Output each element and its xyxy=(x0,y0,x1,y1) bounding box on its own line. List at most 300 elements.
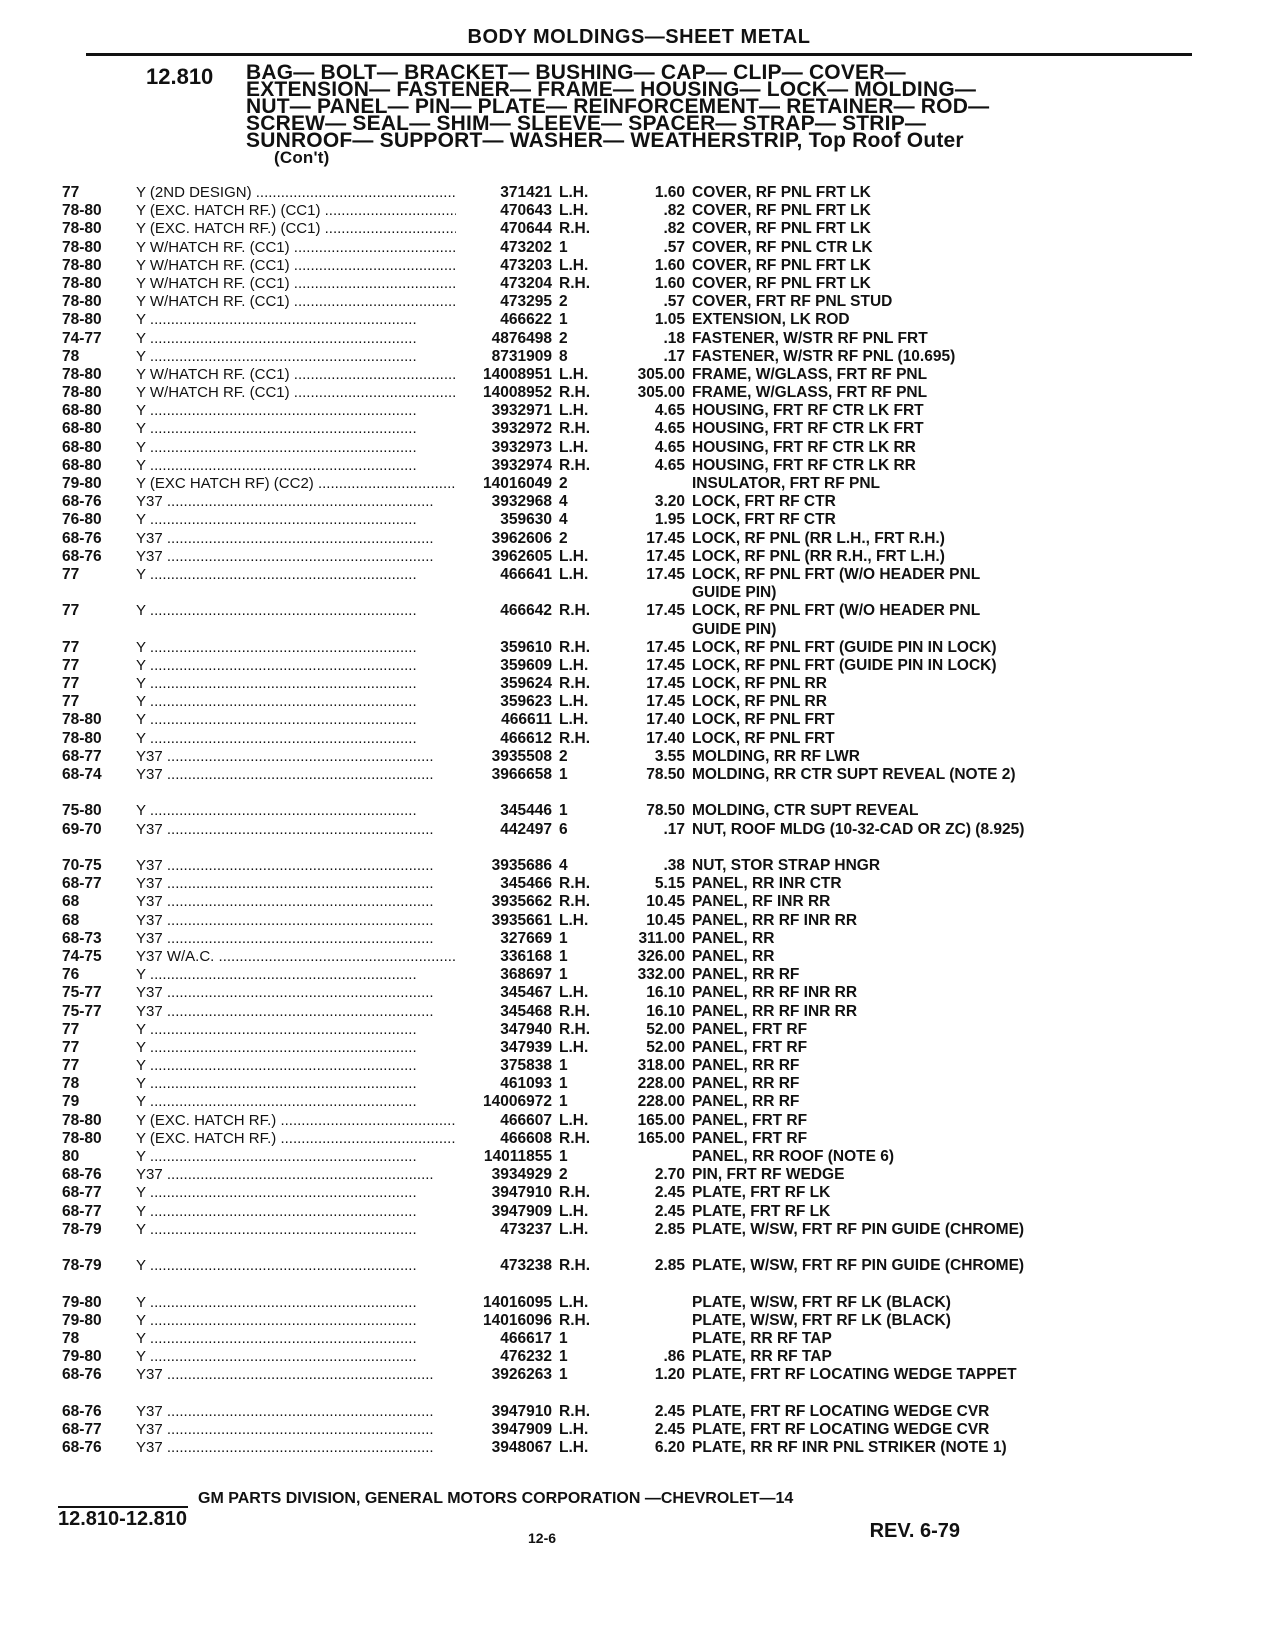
table-row xyxy=(62,766,1042,802)
row-price: 17.45 xyxy=(646,547,685,565)
table-row xyxy=(62,402,1042,420)
table-row xyxy=(62,821,1042,857)
row-quantity: L.H. xyxy=(559,656,589,674)
row-quantity: 1 xyxy=(559,966,568,984)
row-description: HOUSING, FRT RF CTR LK RR xyxy=(692,456,916,474)
row-quantity: R.H. xyxy=(559,420,590,438)
row-price: .57 xyxy=(663,238,685,256)
table-row xyxy=(62,1021,1042,1039)
row-quantity: L.H. xyxy=(559,1420,589,1438)
row-part-number: 327669 xyxy=(500,929,552,947)
table-row xyxy=(62,239,1042,257)
row-model: Y ..... xyxy=(136,420,456,438)
row-price: 17.45 xyxy=(646,602,685,620)
row-year: 77 xyxy=(62,565,80,583)
row-price: .18 xyxy=(663,329,685,347)
row-price: 17.40 xyxy=(646,729,685,747)
row-quantity: 8 xyxy=(559,347,568,365)
table-row xyxy=(62,1439,1042,1457)
table-row xyxy=(62,311,1042,329)
row-part-number: 461093 xyxy=(500,1075,552,1093)
row-year: 78-80 xyxy=(62,711,102,729)
row-model: Y ..... xyxy=(136,1021,456,1039)
row-year: 77 xyxy=(62,1038,80,1056)
row-price: 1.60 xyxy=(654,274,685,292)
row-description: LOCK, RF PNL (RR L.H., FRT R.H.) xyxy=(692,529,945,547)
row-price: 17.40 xyxy=(646,711,685,729)
row-quantity: 2 xyxy=(559,293,568,311)
row-part-number: 466622 xyxy=(500,311,552,329)
table-row xyxy=(62,1166,1042,1184)
section-title-line: EXTENSION— FASTENER— FRAME— HOUSING— LOCK— MOLDING— xyxy=(246,78,977,101)
row-quantity: 2 xyxy=(559,475,568,492)
row-description: FRAME, W/GLASS, FRT RF PNL xyxy=(692,365,928,383)
row-price: 318.00 xyxy=(637,1057,685,1075)
row-year: 75-80 xyxy=(62,802,102,820)
row-part-number: 3932971 xyxy=(491,402,552,420)
row-description: PLATE, FRT RF LOCATING WEDGE CVR xyxy=(692,1420,990,1438)
row-quantity: R.H. xyxy=(559,220,590,238)
row-part-number: 473202 xyxy=(500,238,552,256)
row-year: 68 xyxy=(62,911,80,929)
table-row xyxy=(62,1075,1042,1093)
row-year: 74-75 xyxy=(62,947,102,965)
row-model: Y37 ..... xyxy=(136,530,456,548)
row-price: 16.10 xyxy=(646,1002,685,1020)
row-description: PLATE, W/SW, FRT RF LK (BLACK) xyxy=(692,1293,951,1311)
row-description: PLATE, W/SW, FRT RF PIN GUIDE (CHROME) xyxy=(692,1257,1025,1275)
row-price: 5.15 xyxy=(654,875,685,893)
table-row xyxy=(62,511,1042,529)
row-quantity: L.H. xyxy=(559,565,589,583)
row-part-number: 336168 xyxy=(500,947,552,965)
row-part-number: 470643 xyxy=(500,202,552,220)
row-model: Y W/HATCH RF. (CC1) ..... xyxy=(136,384,456,402)
table-row xyxy=(62,548,1042,566)
row-model: Y ..... xyxy=(136,1221,456,1239)
row-description: LOCK, RF PNL RR xyxy=(692,675,827,693)
row-part-number: 3935508 xyxy=(491,747,552,765)
row-quantity: 1 xyxy=(559,947,568,965)
row-model: Y ..... xyxy=(136,657,456,675)
row-description: LOCK, RF PNL FRT (W/O HEADER PNL GUIDE PIN) xyxy=(692,602,980,638)
row-description: PIN, FRT RF WEDGE xyxy=(692,1166,845,1184)
row-year: 78-79 xyxy=(62,1220,102,1238)
table-row xyxy=(62,1348,1042,1366)
row-description: PLATE, FRT RF LOCATING WEDGE CVR xyxy=(692,1402,990,1420)
row-price: 311.00 xyxy=(638,929,685,947)
row-quantity: 1 xyxy=(559,1148,568,1165)
row-part-number: 347940 xyxy=(500,1020,552,1038)
row-price: 305.00 xyxy=(637,365,685,383)
table-row xyxy=(62,348,1042,366)
row-part-number: 473295 xyxy=(500,293,552,311)
row-price: .82 xyxy=(663,202,685,220)
row-year: 68-76 xyxy=(62,1366,102,1384)
row-price: 2.85 xyxy=(654,1220,685,1238)
row-description: PANEL, RF INR RR xyxy=(692,893,831,911)
row-price: 1.20 xyxy=(654,1366,685,1384)
row-year: 78-80 xyxy=(62,1111,102,1129)
row-description: PANEL, RR RF xyxy=(692,1093,800,1111)
table-row xyxy=(62,566,1042,602)
row-year: 69-70 xyxy=(62,820,102,838)
row-year: 68-80 xyxy=(62,438,102,456)
row-part-number: 3935686 xyxy=(491,857,552,874)
row-model: Y37 ..... xyxy=(136,1366,456,1384)
table-row xyxy=(62,912,1042,930)
row-quantity: 1 xyxy=(559,1057,568,1075)
row-price: 305.00 xyxy=(637,384,685,402)
row-price: .17 xyxy=(663,347,685,365)
row-description: COVER, RF PNL FRT LK xyxy=(692,256,871,274)
row-model: Y ..... xyxy=(136,1312,456,1330)
row-price: .17 xyxy=(663,820,685,838)
table-row xyxy=(62,984,1042,1002)
section-title-line: BAG— BOLT— BRACKET— BUSHING— CAP— CLIP— COVER— xyxy=(246,61,906,84)
row-description: HOUSING, FRT RF CTR LK RR xyxy=(692,438,916,456)
row-quantity: R.H. xyxy=(559,729,590,747)
row-quantity: 6 xyxy=(559,820,568,838)
footer-revision: REV. 6-79 xyxy=(869,1520,960,1542)
row-year: 68-76 xyxy=(62,529,102,547)
row-quantity: R.H. xyxy=(559,675,590,693)
row-year: 68-77 xyxy=(62,1184,102,1202)
row-description: FASTENER, W/STR RF PNL (10.695) xyxy=(692,347,956,365)
row-price: 6.20 xyxy=(654,1439,685,1457)
table-row xyxy=(62,857,1042,875)
table-row xyxy=(62,1148,1042,1166)
row-price: 17.45 xyxy=(646,656,685,674)
row-year: 78-80 xyxy=(62,384,102,402)
row-model: Y W/HATCH RF. (CC1) ..... xyxy=(136,257,456,275)
row-model: Y (EXC HATCH RF) (CC2) ..... xyxy=(136,475,456,493)
row-part-number: 8731909 xyxy=(491,347,552,365)
row-quantity: 1 xyxy=(559,238,568,256)
row-description: PLATE, RR RF TAP xyxy=(692,1329,832,1347)
row-price: .38 xyxy=(663,857,685,874)
row-model: Y W/HATCH RF. (CC1) ..... xyxy=(136,366,456,384)
row-part-number: 345466 xyxy=(500,875,552,893)
row-part-number: 476232 xyxy=(500,1348,552,1366)
row-quantity: 1 xyxy=(559,1093,568,1111)
row-year: 78-79 xyxy=(62,1257,102,1275)
row-model: Y37 ..... xyxy=(136,875,456,893)
section-title xyxy=(246,61,1146,167)
row-model: Y W/HATCH RF. (CC1) ..... xyxy=(136,275,456,293)
row-model: Y ..... xyxy=(136,457,456,475)
row-quantity: 1 xyxy=(559,929,568,947)
table-row xyxy=(62,530,1042,548)
row-year: 78-80 xyxy=(62,365,102,383)
row-price: 1.60 xyxy=(654,256,685,274)
row-year: 78 xyxy=(62,1075,80,1093)
row-description: PLATE, W/SW, FRT RF LK (BLACK) xyxy=(692,1311,951,1329)
row-model: Y (EXC. HATCH RF.) ..... xyxy=(136,1112,456,1130)
row-quantity: 1 xyxy=(559,802,568,820)
table-row xyxy=(62,220,1042,238)
row-model: Y37 ..... xyxy=(136,1421,456,1439)
row-quantity: R.H. xyxy=(559,1129,590,1147)
row-description: PANEL, RR xyxy=(692,947,775,965)
row-part-number: 14011855 xyxy=(483,1148,552,1165)
row-price: 326.00 xyxy=(637,947,685,965)
row-part-number: 3935661 xyxy=(491,911,552,929)
row-description: PANEL, FRT RF xyxy=(692,1129,808,1147)
table-row xyxy=(62,1421,1042,1439)
row-quantity: L.H. xyxy=(559,1202,589,1220)
row-description: PLATE, FRT RF LK xyxy=(692,1184,831,1202)
row-model: Y ..... xyxy=(136,1075,456,1093)
row-part-number: 347939 xyxy=(500,1038,552,1056)
row-quantity: 4 xyxy=(559,511,568,529)
row-model: Y ..... xyxy=(136,1348,456,1366)
table-row xyxy=(62,457,1042,475)
row-price: 3.55 xyxy=(654,747,685,765)
row-price: 17.45 xyxy=(646,529,685,547)
row-model: Y ..... xyxy=(136,639,456,657)
table-row xyxy=(62,675,1042,693)
row-year: 78 xyxy=(62,1329,80,1347)
row-model: Y ..... xyxy=(136,402,456,420)
row-model: Y ..... xyxy=(136,1039,456,1057)
row-quantity: L.H. xyxy=(559,1111,589,1129)
row-part-number: 359623 xyxy=(500,693,552,711)
row-part-number: 473237 xyxy=(500,1220,552,1238)
table-row xyxy=(62,693,1042,711)
row-price: 2.45 xyxy=(654,1202,685,1220)
row-quantity: R.H. xyxy=(559,384,590,402)
row-part-number: 466642 xyxy=(500,602,552,620)
row-part-number: 470644 xyxy=(500,220,552,238)
row-description: PANEL, RR RF xyxy=(692,966,800,984)
row-description: MOLDING, RR RF LWR xyxy=(692,747,860,765)
row-description: PANEL, RR RF INR RR xyxy=(692,1002,858,1020)
row-part-number: 3926263 xyxy=(491,1366,552,1384)
row-model: Y (EXC. HATCH RF.) (CC1) ..... xyxy=(136,220,456,238)
row-model: Y37 W/A.C. ..... xyxy=(136,948,456,966)
row-part-number: 3947909 xyxy=(491,1420,552,1438)
row-year: 75-77 xyxy=(62,984,102,1002)
row-description: PANEL, RR INR CTR xyxy=(692,875,842,893)
row-price: .57 xyxy=(663,293,685,311)
row-part-number: 466617 xyxy=(500,1329,552,1347)
row-description: COVER, FRT RF PNL STUD xyxy=(692,293,893,311)
row-model: Y ..... xyxy=(136,711,456,729)
row-description: EXTENSION, LK ROD xyxy=(692,311,850,329)
row-quantity: R.H. xyxy=(559,274,590,292)
row-part-number: 466641 xyxy=(500,565,552,583)
row-part-number: 3962605 xyxy=(491,547,552,565)
header-rule xyxy=(86,53,1192,56)
table-row xyxy=(62,1257,1042,1293)
row-year: 77 xyxy=(62,602,80,620)
row-quantity: R.H. xyxy=(559,456,590,474)
row-description: PANEL, RR RF INR RR xyxy=(692,984,858,1002)
row-price: 2.45 xyxy=(654,1402,685,1420)
table-row xyxy=(62,439,1042,457)
row-quantity: R.H. xyxy=(559,893,590,911)
row-price: 10.45 xyxy=(646,911,685,929)
table-row xyxy=(62,930,1042,948)
row-price: 228.00 xyxy=(637,1075,685,1093)
row-part-number: 3966658 xyxy=(491,766,552,784)
row-quantity: L.H. xyxy=(559,438,589,456)
row-part-number: 359624 xyxy=(500,675,552,693)
table-row xyxy=(62,184,1042,202)
row-year: 78-80 xyxy=(62,202,102,220)
row-year: 68-77 xyxy=(62,747,102,765)
row-year: 68-77 xyxy=(62,1202,102,1220)
row-description: PANEL, RR RF INR RR xyxy=(692,911,858,929)
section-continued: (Con't) xyxy=(274,148,330,167)
row-year: 68-76 xyxy=(62,1166,102,1184)
section-number: 12.810 xyxy=(146,64,214,89)
row-description: INSULATOR, FRT RF PNL xyxy=(692,475,880,492)
row-year: 76 xyxy=(62,966,80,984)
row-description: PLATE, RR RF INR PNL STRIKER (NOTE 1) xyxy=(692,1439,1007,1457)
row-part-number: 466608 xyxy=(500,1129,552,1147)
row-year: 68-80 xyxy=(62,402,102,420)
row-price: 2.45 xyxy=(654,1420,685,1438)
row-part-number: 359610 xyxy=(500,638,552,656)
row-year: 78-80 xyxy=(62,729,102,747)
row-price: 1.05 xyxy=(654,311,685,329)
footer-section-code: 12.810-12.810 xyxy=(58,1508,188,1530)
row-price: 165.00 xyxy=(637,1111,685,1129)
row-part-number: 14016049 xyxy=(483,475,552,492)
table-row xyxy=(62,475,1042,493)
row-year: 77 xyxy=(62,656,80,674)
row-model: Y ..... xyxy=(136,1294,456,1312)
row-price: .82 xyxy=(663,220,685,238)
row-quantity: L.H. xyxy=(559,1220,589,1238)
row-model: Y ..... xyxy=(136,1057,456,1075)
table-row xyxy=(62,366,1042,384)
row-quantity: L.H. xyxy=(559,256,589,274)
row-year: 68-76 xyxy=(62,1439,102,1457)
row-year: 77 xyxy=(62,675,80,693)
row-year: 68-76 xyxy=(62,1402,102,1420)
row-part-number: 3947910 xyxy=(491,1184,552,1202)
row-description: LOCK, RF PNL FRT (GUIDE PIN IN LOCK) xyxy=(692,638,997,656)
row-year: 77 xyxy=(62,184,80,201)
table-row xyxy=(62,802,1042,820)
row-price: 2.85 xyxy=(654,1257,685,1275)
row-quantity: 2 xyxy=(559,529,568,547)
row-year: 78-80 xyxy=(62,256,102,274)
row-part-number: 473238 xyxy=(500,1257,552,1275)
table-row xyxy=(62,1057,1042,1075)
row-model: Y ..... xyxy=(136,966,456,984)
row-quantity: R.H. xyxy=(559,602,590,620)
row-part-number: 375838 xyxy=(500,1057,552,1075)
row-year: 79-80 xyxy=(62,1311,102,1329)
row-quantity: 2 xyxy=(559,747,568,765)
row-quantity: 1 xyxy=(559,1348,568,1366)
row-model: Y37 ..... xyxy=(136,1403,456,1421)
row-quantity: L.H. xyxy=(559,984,589,1002)
row-model: Y37 ..... xyxy=(136,984,456,1002)
row-model: Y ..... xyxy=(136,1184,456,1202)
table-row xyxy=(62,257,1042,275)
row-quantity: L.H. xyxy=(559,1038,589,1056)
row-year: 68-73 xyxy=(62,929,102,947)
row-price: 17.45 xyxy=(646,675,685,693)
row-description: COVER, RF PNL CTR LK xyxy=(692,238,873,256)
row-description: PANEL, FRT RF xyxy=(692,1038,808,1056)
row-description: PANEL, RR RF xyxy=(692,1075,800,1093)
row-description: PLATE, W/SW, FRT RF PIN GUIDE (CHROME) xyxy=(692,1220,1025,1238)
row-description: PANEL, RR xyxy=(692,929,775,947)
row-price: 17.45 xyxy=(646,565,685,583)
table-row xyxy=(62,275,1042,293)
table-row xyxy=(62,1130,1042,1148)
row-part-number: 371421 xyxy=(500,184,552,201)
row-year: 68-80 xyxy=(62,456,102,474)
table-row xyxy=(62,1039,1042,1057)
row-part-number: 345446 xyxy=(500,802,552,820)
row-price: 4.65 xyxy=(654,456,685,474)
row-price: 10.45 xyxy=(646,893,685,911)
row-part-number: 14006972 xyxy=(483,1093,552,1111)
row-part-number: 466611 xyxy=(501,711,552,729)
row-year: 74-77 xyxy=(62,329,102,347)
row-part-number: 3932974 xyxy=(491,456,552,474)
row-year: 76-80 xyxy=(62,511,102,529)
row-description: LOCK, FRT RF CTR xyxy=(692,493,836,511)
row-part-number: 3934929 xyxy=(491,1166,552,1184)
row-model: Y ..... xyxy=(136,1148,456,1166)
row-part-number: 466607 xyxy=(500,1111,552,1129)
row-year: 78-80 xyxy=(62,274,102,292)
row-quantity: L.H. xyxy=(559,365,589,383)
row-quantity: 1 xyxy=(559,1075,568,1093)
row-year: 80 xyxy=(62,1148,80,1165)
row-price: 16.10 xyxy=(646,984,685,1002)
row-model: Y37 ..... xyxy=(136,548,456,566)
row-quantity: L.H. xyxy=(559,911,589,929)
row-price: 332.00 xyxy=(637,966,685,984)
row-year: 77 xyxy=(62,1020,80,1038)
row-model: Y37 ..... xyxy=(136,1439,456,1457)
table-row xyxy=(62,1312,1042,1330)
row-year: 78-80 xyxy=(62,1129,102,1147)
row-part-number: 473203 xyxy=(500,256,552,274)
row-model: Y W/HATCH RF. (CC1) ..... xyxy=(136,293,456,311)
row-year: 78 xyxy=(62,347,80,365)
row-price: 1.95 xyxy=(654,511,685,529)
table-row xyxy=(62,1330,1042,1348)
row-price: 52.00 xyxy=(646,1020,685,1038)
row-description: PLATE, FRT RF LK xyxy=(692,1202,831,1220)
row-description: COVER, RF PNL FRT LK xyxy=(692,184,871,201)
row-model: Y ..... xyxy=(136,675,456,693)
row-model: Y (2ND DESIGN) ..... xyxy=(136,184,456,202)
row-quantity: R.H. xyxy=(559,1002,590,1020)
row-model: Y (EXC. HATCH RF.) ..... xyxy=(136,1130,456,1148)
row-description: PLATE, FRT RF LOCATING WEDGE TAPPET xyxy=(692,1366,1017,1384)
row-model: Y (EXC. HATCH RF.) (CC1) ..... xyxy=(136,202,456,220)
row-part-number: 3947909 xyxy=(491,1202,552,1220)
row-price: 4.65 xyxy=(654,438,685,456)
row-part-number: 359609 xyxy=(500,656,552,674)
row-quantity: 4 xyxy=(559,493,568,511)
table-row xyxy=(62,1366,1042,1402)
row-quantity: 2 xyxy=(559,329,568,347)
row-description: NUT, ROOF MLDG (10-32-CAD OR ZC) (8.925) xyxy=(692,820,1025,838)
row-part-number: 14016096 xyxy=(483,1311,552,1329)
